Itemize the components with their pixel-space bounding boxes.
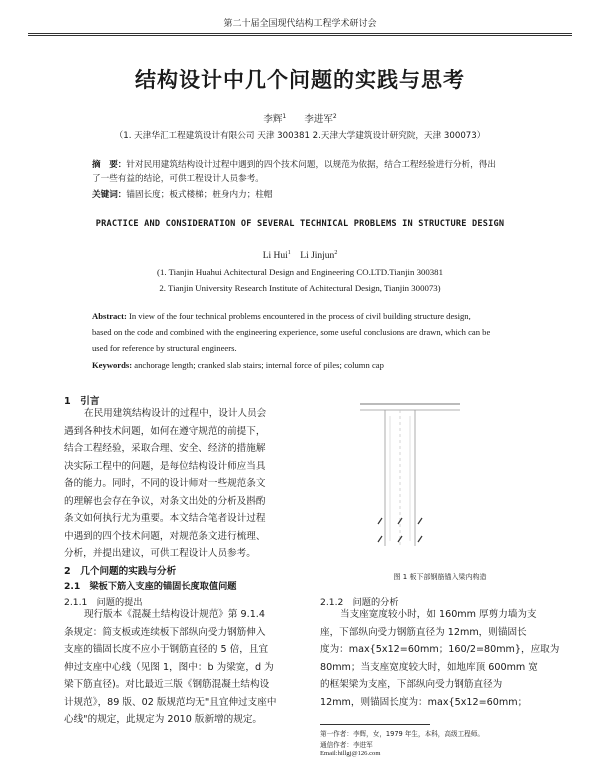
section-1-line: 备的能力。同时，不同的设计师对一些规范条文 bbox=[64, 478, 266, 489]
section-2-1-2-heading: 2.1.2 问题的分析 bbox=[320, 597, 399, 608]
section-1-line: 在民用建筑结构设计的过程中，设计人员会 bbox=[84, 408, 267, 419]
figure-1-caption: 图 1 板下部钢筋锚入梁内构造 bbox=[393, 573, 487, 581]
footnote-rule bbox=[320, 724, 430, 725]
abstract-en-line-1: Abstract: In view of the four technical problems encountered in the process of civil building structure design, bbox=[92, 311, 471, 321]
section-1-heading: 1 引言 bbox=[64, 396, 100, 407]
authors-zh: 李辉$^1$ 李进军$^2$ bbox=[263, 112, 337, 125]
section-2-line: 现行版本《混凝土结构设计规范》第 9.1.4 bbox=[84, 609, 265, 620]
footnote-line-3: Email:hillgj@126.com bbox=[320, 750, 381, 757]
keywords-en: Keywords: anchorage length; cranked slab stairs; internal force of piles; column cap bbox=[92, 360, 384, 370]
section-2-heading: 2 几个问题的实践与分析 bbox=[64, 566, 177, 577]
section-1-line: 条文如何执行尤为重要。本文结合笔者设计过程 bbox=[64, 513, 266, 524]
title-zh: 结构设计中几个问题的实践与思考 bbox=[135, 68, 465, 92]
section-1-line: 分析，并提出建议，可供工程设计人员参考。 bbox=[64, 548, 256, 559]
affiliations-zh: （1. 天津华汇工程建筑设计有限公司 天津 300381 2.天津大学建筑设计研究院，天津 300073） bbox=[114, 131, 486, 141]
section-1-line: 的理解也会存在争议，对条文出处的分析及斟酌 bbox=[64, 495, 266, 507]
section-1-line: 结合工程经验，采取合理、安全、经济的措施解 bbox=[64, 443, 266, 454]
section-1-line: 遇到各种技术问题，如何在遵守规范的前提下， bbox=[64, 425, 266, 437]
abstract-en-label: Abstract: bbox=[92, 311, 127, 321]
conference-header: 第二十届全国现代结构工程学术研讨会 bbox=[223, 19, 377, 29]
section-2-1-heading: 2.1 梁板下筋入支座的锚固长度取值问题 bbox=[64, 581, 237, 592]
footnote-line-2: 通信作者：李进军 bbox=[320, 741, 373, 749]
footnote-line-1: 第一作者：李辉，女，1979 年生，本科，高级工程师。 bbox=[320, 730, 484, 738]
section-1-line: 决实际工程中的问题，是每位结构设计师应当具 bbox=[64, 460, 266, 472]
abstract-zh-label: 摘 要： bbox=[92, 160, 127, 170]
author-1-en: Li Hui bbox=[262, 251, 288, 262]
abstract-zh-line-1: 摘 要：针对民用建筑结构设计过程中遇到的四个技术问题，以规范为依据，结合工程经验进行分析，得出 bbox=[92, 160, 496, 170]
section-2-line: 梁下筋直径)。对比最近三版《钢筋混凝土结构设 bbox=[64, 679, 270, 690]
abstract-en-line-2: based on the code and combined with the engineering experience, some useful conclusions are drawn, which can be bbox=[92, 327, 491, 337]
keywords-zh: 关键词：锚固长度；板式楼梯；桩身内力；柱帽 bbox=[92, 190, 273, 200]
affiliation-en-1: (1. Tianjin Huahui Achitectural Design and Engineering CO.LTD.Tianjin 300381 bbox=[157, 267, 443, 277]
section-2-1-2-line: 12mm，则锚固长度为：max{5x12=60mm； bbox=[320, 696, 528, 708]
keywords-en-label: Keywords: bbox=[92, 360, 133, 370]
rebar-mark bbox=[378, 518, 382, 524]
figure-1 bbox=[330, 396, 550, 566]
title-en: PRACTICE AND CONSIDERATION OF SEVERAL TECHNICAL PROBLEMS IN STRUCTURE DESIGN bbox=[95, 219, 505, 229]
section-2-1-1-heading: 2.1.1 问题的提出 bbox=[64, 597, 143, 608]
author-2-zh: 李进军 bbox=[304, 114, 333, 125]
section-2-1-2-line: 80mm；当支座宽度较大时，如地库顶 600mm 宽 bbox=[320, 661, 538, 673]
keywords-zh-label: 关键词： bbox=[92, 190, 127, 200]
header-rule-2 bbox=[28, 35, 572, 36]
affiliation-en-2: 2. Tianjin University Research Institute of Achitectural Design, Tianjin 300073) bbox=[159, 283, 441, 293]
section-2-line: 支座的锚固长度不应小于钢筋直径的 5 倍，且宜 bbox=[64, 644, 269, 655]
section-2-1-2-line: 座，下部纵向受力钢筋直径为 12mm，则锚固长 bbox=[320, 626, 527, 638]
rebar-mark bbox=[418, 518, 422, 524]
rebar-mark bbox=[418, 536, 422, 542]
section-2-line: 计规范》，89 版、02 版规范均无"且宜伸过支座中 bbox=[64, 696, 277, 708]
authors-en: Li Hui$^1$ Li Jinjun$^2$ bbox=[262, 250, 338, 262]
section-2-line: 心线"的规定，此规定为 2010 版新增的规定。 bbox=[64, 714, 263, 725]
section-2-1-2-line: 的框架梁为支座，下部纵向受力钢筋直径为 bbox=[320, 679, 503, 690]
section-2-1-2-line: 度为：max{5x12=60mm；160/2=80mm}，应取为 bbox=[320, 644, 560, 655]
section-2-line: 条规定：简支板或连续板下部纵向受力钢筋伸入 bbox=[64, 626, 266, 638]
section-2-1-2-line: 当支座宽度较小时，如 160mm 厚剪力墙为支 bbox=[340, 609, 537, 620]
figure-1-drawing bbox=[330, 396, 550, 566]
header-rule bbox=[28, 33, 572, 34]
abstract-en-line-3: used for reference by structural engineers. bbox=[92, 343, 237, 353]
section-2-line: 伸过支座中心线（见图 1，图中：b 为梁宽，d 为 bbox=[64, 661, 274, 673]
rebar-mark bbox=[378, 536, 382, 542]
abstract-zh-line-2: 了一些有益的结论，可供工程设计人员参考。 bbox=[92, 174, 264, 184]
author-1-zh: 李辉 bbox=[263, 114, 283, 125]
author-2-en: Li Jinjun bbox=[300, 251, 335, 262]
section-1-line: 中遇到的四个技术问题，对规范条文进行梳理、 bbox=[64, 530, 266, 542]
